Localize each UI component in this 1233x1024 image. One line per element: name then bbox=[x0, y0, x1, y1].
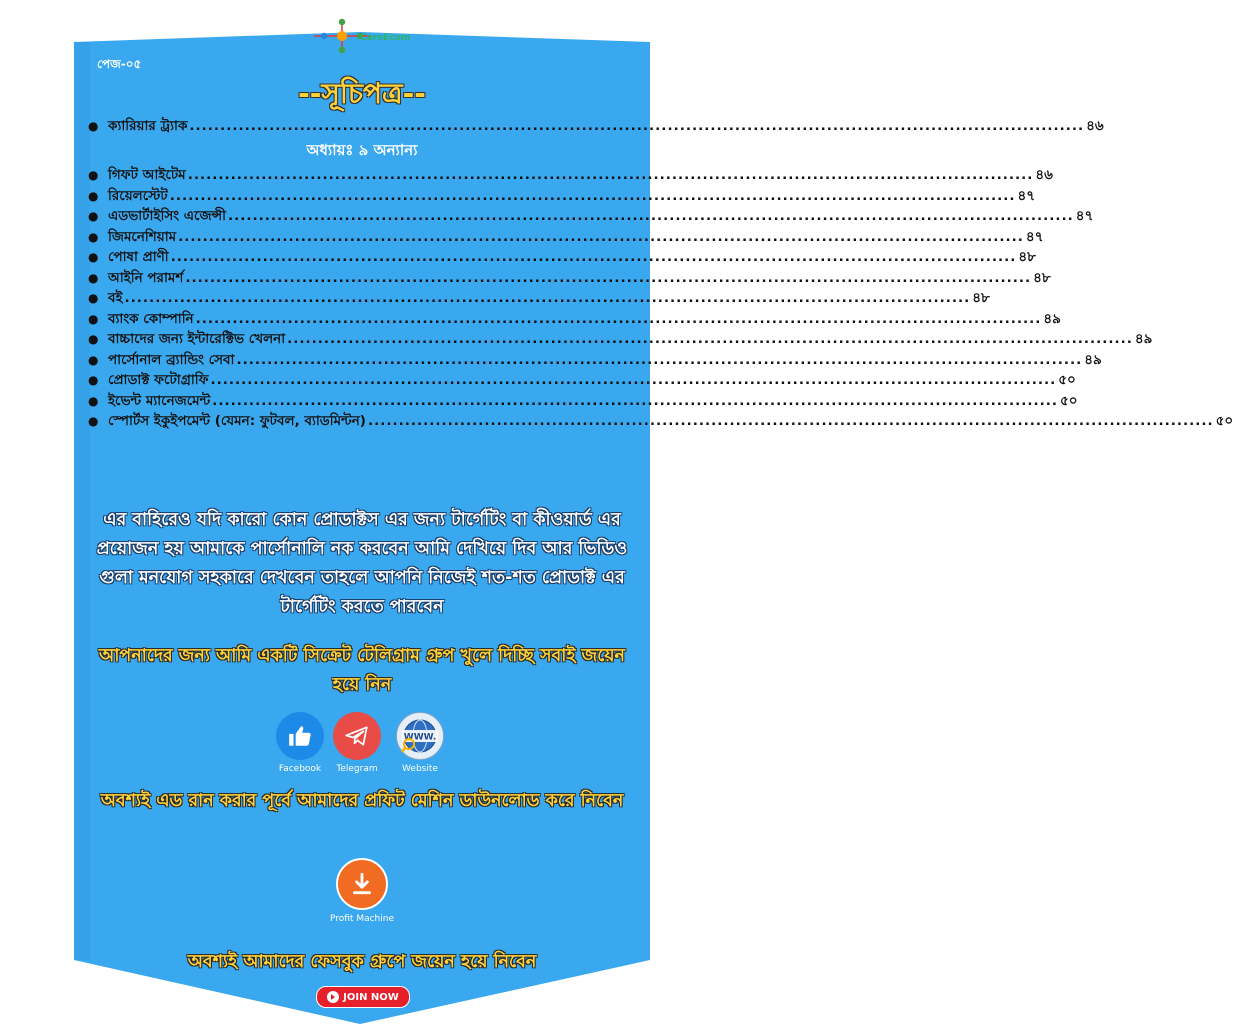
toc-leader-dots: .......................................................................................................................................... bbox=[212, 392, 1058, 409]
paragraph-facebook-group: অবশ্যই আমাদের ফেসবুক গ্রুপে জয়েন হয়ে নিবেন bbox=[187, 952, 537, 972]
bullet-icon: ● bbox=[88, 188, 99, 203]
toc-item[interactable] bbox=[88, 164, 1053, 185]
bullet-icon: ● bbox=[88, 229, 99, 244]
download-caption: Profit Machine bbox=[329, 914, 394, 924]
toc-item[interactable] bbox=[88, 115, 1104, 136]
globe-www-icon bbox=[396, 712, 444, 760]
chapter-heading: অধ্যায়ঃ ৯ অন্যান্য bbox=[306, 141, 418, 159]
toc-item-label: রিয়েলস্টেট bbox=[108, 187, 168, 204]
bullet-icon: ● bbox=[88, 373, 99, 387]
toc-list-chapter-9 bbox=[88, 164, 1233, 431]
toc-leader-dots: .......................................................................................................................................... bbox=[185, 269, 1032, 286]
toc-item-label: প্রোডাক্ট ফটোগ্রাফি bbox=[108, 372, 209, 388]
toc-item-page: ৫০ bbox=[1215, 413, 1233, 429]
telegram-icon bbox=[333, 712, 381, 760]
bullet-icon: ● bbox=[88, 332, 99, 346]
bullet-icon: ● bbox=[88, 311, 99, 326]
toc-item[interactable] bbox=[88, 185, 1036, 206]
toc-item[interactable] bbox=[88, 369, 1076, 390]
paragraph-telegram-group: আপনাদের জন্য আমি একটি সিক্রেট টেলিগ্রাম গ্রুপ খুলে দিচ্ছি সবাই জয়েন হয়ে নিন bbox=[99, 646, 625, 695]
page-number-label: পেজ-০৫ bbox=[97, 57, 142, 71]
toc-item-label: পার্সোনাল ব্র্যান্ডিং সেবা bbox=[108, 351, 235, 368]
website-link[interactable] bbox=[392, 712, 448, 774]
download-icon bbox=[336, 858, 388, 910]
join-now-button[interactable] bbox=[316, 986, 410, 1008]
toc-item-page: ৪৯ bbox=[1043, 310, 1061, 327]
bullet-icon: ● bbox=[88, 250, 99, 264]
toc-leader-dots: .......................................................................................................................................... bbox=[124, 290, 971, 306]
facebook-link[interactable] bbox=[272, 712, 328, 774]
bullet-icon: ● bbox=[88, 209, 99, 223]
bullet-icon: ● bbox=[88, 119, 99, 133]
toc-item-page: ৪৮ bbox=[1033, 269, 1051, 286]
toc-item-page: ৪৮ bbox=[972, 290, 990, 306]
toc-item[interactable] bbox=[88, 267, 1051, 288]
logo-brand-name: CareEcom bbox=[360, 33, 411, 43]
toc-item[interactable] bbox=[88, 328, 1153, 349]
toc-item-label: ইভেন্ট ম্যানেজমেন্ট bbox=[108, 392, 211, 409]
toc-item-page: ৪৭ bbox=[1017, 187, 1036, 204]
paragraph-download-profit-machine: অবশ্যই এড রান করার পূর্বে আমাদের প্রফিট মেশিন ডাউনলোড করে নিবেন bbox=[100, 791, 624, 811]
join-now-label: JOIN NOW bbox=[343, 991, 399, 1003]
bullet-icon: ● bbox=[88, 168, 99, 182]
bullet-icon: ● bbox=[88, 414, 99, 428]
toc-item[interactable] bbox=[88, 390, 1078, 411]
bullet-icon: ● bbox=[88, 393, 99, 408]
toc-leader-dots: .......................................................................................................................................... bbox=[195, 310, 1042, 327]
toc-leader-dots: .......................................................................................................................................... bbox=[367, 413, 1214, 429]
toc-leader-dots: .......................................................................................................................................... bbox=[170, 249, 1017, 265]
toc-item[interactable] bbox=[88, 410, 1233, 431]
toc-leader-dots: .......................................................................................................................................... bbox=[187, 167, 1034, 183]
paragraph-custom-targeting: এর বাহিরেও যদি কারো কোন প্রোডাক্টস এর জন্য টার্গেটিং বা কীওয়ার্ড এর প্রয়োজন হয় আমাকে পার্সোনালি নক করবেন আমি দেখিয়ে দিব আর ভিডিও গুলা মনযোগ সহকারে দেখবেন তাহলে আপনি নিজেই শত-শত প্রোডাক্ট এর টার্গেটিং করতে পারবেন bbox=[96, 510, 628, 617]
toc-item-label: আইনি পরামর্শ bbox=[108, 269, 184, 286]
toc-title: --সূচিপত্র-- bbox=[298, 77, 426, 110]
toc-item-page: ৪৭ bbox=[1075, 208, 1094, 224]
toc-leader-dots: .......................................................................................................................................... bbox=[178, 228, 1024, 245]
toc-item[interactable] bbox=[88, 205, 1094, 226]
toc-item-page: ৫০ bbox=[1058, 372, 1076, 388]
toc-item-label: ব্যাংক কোম্পানি bbox=[108, 310, 194, 327]
telegram-link[interactable] bbox=[329, 712, 385, 774]
bullet-icon: ● bbox=[88, 270, 99, 285]
toc-item-label: বাচ্চাদের জন্য ইন্টারেক্টিভ খেলনা bbox=[108, 331, 286, 347]
toc-item-label: পোষা প্রাণী bbox=[108, 249, 169, 265]
toc-item[interactable] bbox=[88, 349, 1102, 370]
facebook-like-icon bbox=[276, 712, 324, 760]
toc-item-label: বই bbox=[108, 290, 123, 306]
website-caption: Website bbox=[402, 764, 438, 774]
toc-leader-dots: .......................................................................................................................................... bbox=[287, 331, 1133, 347]
telegram-caption: Telegram bbox=[336, 764, 378, 774]
website-badge-text: WWW. bbox=[403, 732, 437, 743]
toc-item-label: এডভার্টাইসিং এজেন্সী bbox=[108, 208, 227, 224]
facebook-caption: Facebook bbox=[278, 764, 322, 774]
toc-leader-dots: .......................................................................................................................................... bbox=[228, 208, 1074, 224]
toc-item-label: গিফট আইটেম bbox=[108, 167, 186, 183]
bullet-icon: ● bbox=[88, 291, 99, 305]
toc-item[interactable] bbox=[88, 308, 1061, 329]
toc-item-page: ৪৬ bbox=[1035, 167, 1053, 183]
toc-item-page: ৪৯ bbox=[1134, 331, 1153, 347]
toc-list-top bbox=[88, 115, 1104, 136]
toc-item-page: ৪৯ bbox=[1084, 351, 1102, 368]
toc-leader-dots: .......................................................................................................................................... bbox=[169, 187, 1016, 204]
toc-item[interactable] bbox=[88, 226, 1044, 247]
toc-leader-dots: .................................................................................................................................................. bbox=[189, 118, 1085, 134]
toc-leader-dots: .......................................................................................................................................... bbox=[236, 351, 1083, 368]
toc-item-page: ৪৭ bbox=[1025, 228, 1044, 245]
toc-item-page: ৪৬ bbox=[1086, 118, 1104, 134]
toc-item[interactable] bbox=[88, 246, 1036, 267]
toc-leader-dots: .......................................................................................................................................... bbox=[210, 372, 1057, 388]
bullet-icon: ● bbox=[88, 352, 99, 367]
toc-item-page: ৫০ bbox=[1060, 392, 1078, 409]
profit-machine-download-link[interactable] bbox=[316, 858, 408, 924]
toc-item-label: ক্যারিয়ার ট্র্যাক bbox=[108, 118, 188, 134]
toc-item-label: জিমনেশিয়াম bbox=[108, 228, 177, 245]
play-icon bbox=[327, 991, 339, 1003]
toc-item-label: স্পোর্টস ইকুইপমেন্ট (যেমন: ফুটবল, ব্যাডমিন্টন) bbox=[108, 413, 366, 429]
toc-item[interactable] bbox=[88, 287, 990, 308]
toc-item-page: ৪৮ bbox=[1018, 249, 1036, 265]
